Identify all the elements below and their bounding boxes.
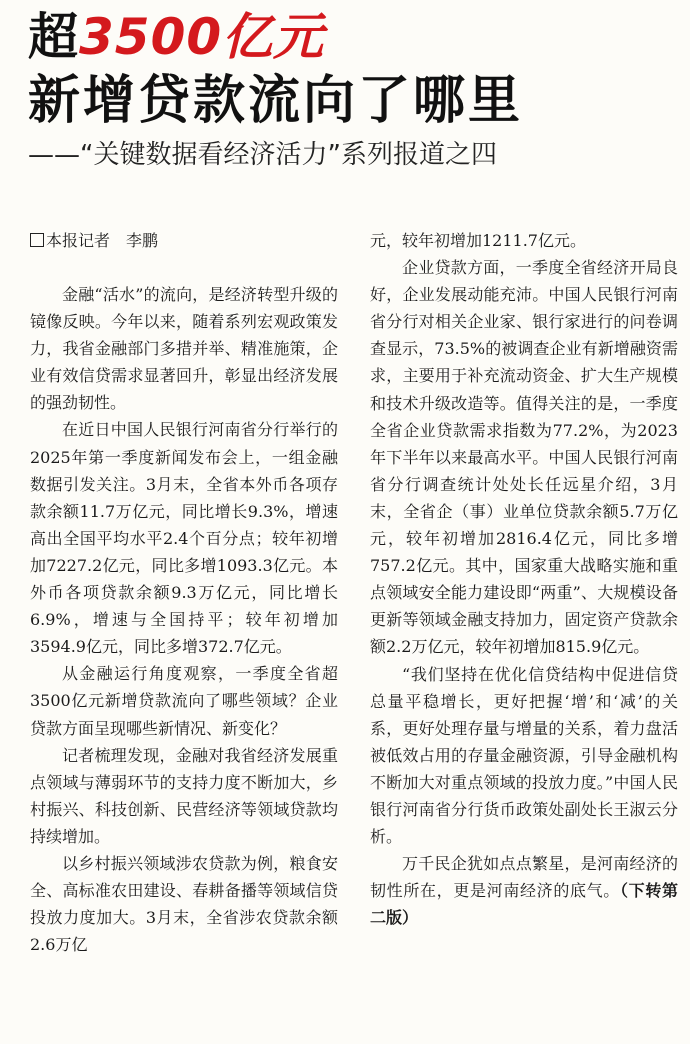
- paragraph-final: [370, 850, 678, 931]
- left-column: [30, 227, 338, 958]
- headline-line-1: [28, 6, 678, 68]
- paragraph: 企业贷款方面，一季度全省经济开局良好，企业发展动能充沛。中国人民银行河南省分行对相关企业家、银行家进行的问卷调查显示，73.5%的被调查企业有新增融资需求，主要用于补充流动资金、扩大生产规模和技术升级改造等。值得关注的是，一季度全省企业贷款需求指数为77.2%，为2023年下半年以来最高水平。中国人民银行河南省分行调查统计处处长任远星介绍，3月末，全省企（事）业单位贷款余额5.7万亿元，较年初增加2816.4亿元，同比多增757.2亿元。其中，国家重大战略实施和重点领域安全能力建设即“两重”、大规模设备更新等领域金融支持加力，固定资产贷款余额2.2万亿元，较年初增加815.9亿元。: [370, 258, 678, 657]
- paragraph-final-text: 万千民企犹如点点繁星，是河南经济的韧性所在，更是河南经济的底气。: [370, 854, 678, 901]
- article-body: [30, 227, 678, 958]
- headline: [28, 6, 678, 174]
- headline-subtitle: ——“关键数据看经济活力”系列报道之四: [28, 140, 497, 170]
- byline-box-icon: [30, 233, 44, 247]
- paragraph: 从金融运行角度观察，一季度全省超3500亿元新增贷款流向了哪些领域？企业贷款方面呈现哪些新情况、新变化？: [30, 664, 338, 738]
- paragraph: 金融“活水”的流向，是经济转型升级的镜像反映。今年以来，随着系列宏观政策发力，我省金融部门多措并举、精准施策，企业有效信贷需求显著回升，彰显出经济发展的强劲韧性。: [30, 285, 338, 413]
- paragraph: 在近日中国人民银行河南省分行举行的2025年第一季度新闻发布会上，一组金融数据引发关注。3月末，全省本外币各项存款余额11.7万亿元，同比增长9.3%，增速高出全国平均水平2.4个百分点；较年初增加7227.2亿元，同比多增1093.3亿元。本外币各项贷款余额9.3万亿元，同比增长6.9%，增速与全国持平；较年初增加3594.9亿元，同比多增372.7亿元。: [30, 420, 338, 657]
- paragraph: 以乡村振兴领域涉农贷款为例，粮食安全、高标准农田建设、春耕备播等领域信贷投放力度加大。3月末，全省涉农贷款余额2.6万亿: [30, 853, 338, 955]
- paragraph: “我们坚持在优化信贷结构中促进信贷总量平稳增长，更好把握‘增’和‘减’的关系，更好处理存量与增量的关系，着力盘活被低效占用的存量金融资源，引导金融机构不断加大对重点领域的投放力度。”中国人民银行河南省分行货币政策处副处长王淑云分析。: [370, 664, 678, 847]
- right-column: [370, 227, 678, 958]
- continued-on-page-2: （下转第二版）: [370, 881, 678, 928]
- paragraph: 记者梳理发现，金融对我省经济发展重点领域与薄弱环节的支持力度不断加大，乡村振兴、科技创新、民营经济等领域贷款均持续增加。: [30, 745, 338, 846]
- byline: [30, 227, 338, 254]
- headline-highlight-amount: 3500亿元: [79, 8, 325, 66]
- headline-line-2: 新增贷款流向了哪里: [28, 71, 524, 131]
- headline-prefix: 超: [28, 8, 79, 66]
- byline-text: 本报记者 李鹏: [46, 231, 159, 250]
- paragraph-continuation: 元，较年初增加1211.7亿元。: [370, 231, 586, 250]
